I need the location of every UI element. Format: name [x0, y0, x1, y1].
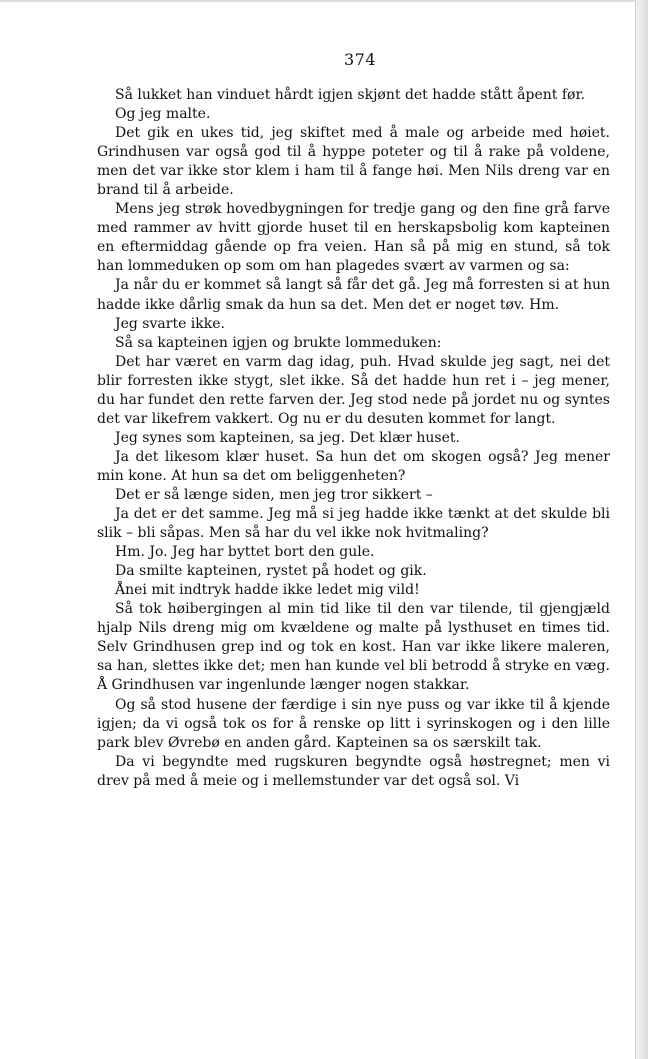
paragraph: Da smilte kapteinen, rystet på hodet og gik.: [115, 563, 427, 580]
paragraph: Og så stod husene der færdige i sin nye puss og var ikke til å kjende igjen; da vi også tok os for å renske op litt i syrinskogen og i den lille park blev Øvrebø en anden gård. Kapteinen sa os særskilt tak.: [97, 696, 610, 751]
paragraph: Det har været en varm dag idag, puh. Hvad skulde jeg sagt, nei det blir forresten ikke stygt, slet ikke. Så det hadde hun ret i – jeg mener, du har fundet den rette farven der. Jeg stod nede på jordet nu og syntes det var likefrem vakkert. Og nu er du desuten kommet for langt.: [97, 353, 610, 427]
paragraph: Det gik en ukes tid, jeg skiftet med å male og arbeide med høiet. Grindhusen var også god til å hyppe poteter og til å rake på voldene, men det var ikke stor klem i ham til å fange høi. Men Nils dreng var en brand til å arbeide.: [97, 125, 610, 199]
body-text: [97, 86, 610, 791]
paragraph: Ja når du er kommet så langt så får det gå. Jeg må forresten si at hun hadde ikke dårlig smak da hun sa det. Men det er noget tøv. Hm.: [97, 277, 610, 313]
page-right-edge: [635, 0, 648, 1059]
paragraph: Jeg svarte ikke.: [115, 315, 225, 332]
paragraph: Mens jeg strøk hovedbygningen for tredje gang og den fine grå farve med rammer av hvitt gjorde huset til en herskapsbolig kom kapteinen en eftermiddag gående op fra veien. Han så på mig en stund, så tok han lommeduken op som om han plagedes svært av varmen og sa:: [97, 201, 610, 275]
paragraph: Så tok høibergingen al min tid like til den var tilende, til gjengjæld hjalp Nils dreng mig om kvældene og malte på lysthuset en times tid. Selv Grindhusen grep ind og tok en kost. Han var ikke likere maleren, sa han, slettes ikke det; men han kunde vel bli betrodd å stryke en væg. Å Grindhusen var ingenlunde længer nogen stakkar.: [97, 601, 610, 694]
paragraph: Jeg synes som kapteinen, sa jeg. Det klær huset.: [115, 429, 460, 446]
paragraph: Så sa kapteinen igjen og brukte lommeduken:: [115, 334, 442, 351]
paragraph: Hm. Jo. Jeg har byttet bort den gule.: [115, 544, 375, 561]
paragraph: Det er så længe siden, men jeg tror sikkert –: [115, 486, 433, 503]
paragraph: Ja det er det samme. Jeg må si jeg hadde ikke tænkt at det skulde bli slik – bli såpas. Men så har du vel ikke nok hvitmaling?: [97, 506, 610, 542]
paragraph: Så lukket han vinduet hårdt igjen skjønt det hadde stått åpent før.: [115, 87, 586, 103]
page-number: 374: [343, 50, 377, 69]
paragraph: Ja det likesom klær huset. Sa hun det om skogen også? Jeg mener min kone. At hun sa det om beliggenheten?: [97, 448, 610, 484]
paragraph: Da vi begyndte med rugskuren begyndte også høstregnet; men vi drev på med å meie og i mellemstunder var det også sol. Vi: [97, 753, 610, 789]
paragraph: Ånei mit indtryk hadde ikke ledet mig vild!: [115, 582, 420, 599]
paragraph: Og jeg malte.: [115, 106, 211, 123]
